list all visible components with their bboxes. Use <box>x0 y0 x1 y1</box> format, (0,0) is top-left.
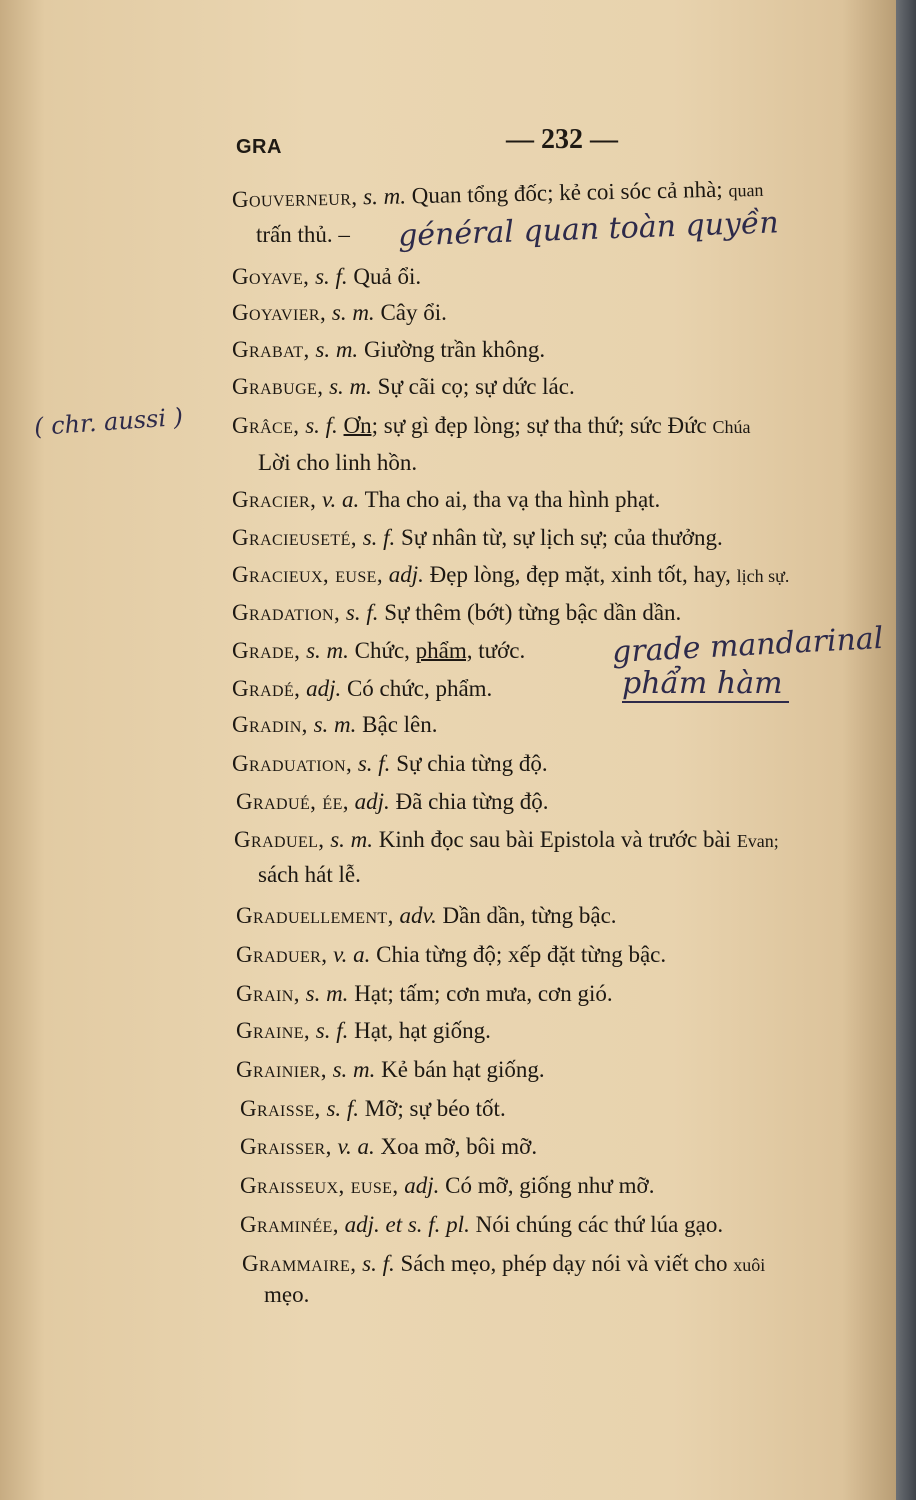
headword: Grâce, <box>232 413 300 438</box>
grammar-label: adj. <box>306 676 342 701</box>
headword: Gradé, <box>232 676 301 701</box>
gloss: Bậc lên. <box>362 712 438 737</box>
headword: Grammaire, <box>242 1251 357 1276</box>
book-edge <box>896 0 916 1500</box>
gloss: Nói chúng các thứ lúa gạo. <box>475 1212 724 1237</box>
grammar-label: s. m. <box>329 374 372 399</box>
grammar-label: s. f. <box>362 525 396 550</box>
grammar-label: s. m. <box>305 981 349 1006</box>
headword: Goyave, <box>232 264 310 289</box>
entry-gradation <box>232 594 681 632</box>
headword: Graduel, <box>234 827 325 852</box>
gloss-tail: lịch sự. <box>736 566 790 586</box>
gloss: Sự cãi cọ; sự dức lác. <box>377 374 575 399</box>
grammar-label: s. f. <box>315 1018 349 1043</box>
headword: Grade, <box>232 638 301 663</box>
headword: Gradation, <box>232 600 341 625</box>
handwritten-note-pham-ham: phẩm hàm <box>622 666 789 703</box>
grammar-label: s. f. <box>315 264 348 289</box>
entry-graduel <box>234 821 779 860</box>
grammar-label: adj. et s. f. pl. <box>344 1212 470 1237</box>
gloss: Dần dần, từng bậc. <box>442 903 617 928</box>
grammar-label: s. f. <box>326 1096 360 1121</box>
gloss: Sự chia từng độ. <box>396 751 548 776</box>
grammar-label: s. f. <box>305 413 338 438</box>
grammar-label: s. m. <box>362 183 407 210</box>
running-head: GRA <box>236 136 282 158</box>
grammar-label: v. a. <box>333 942 371 967</box>
entry-grain <box>236 975 613 1013</box>
entry-continuation: Lời cho linh hồn. <box>258 450 418 475</box>
handwritten-note-general: général quan toàn quyền <box>397 205 780 254</box>
gloss: Có chức, phẩm. <box>346 676 493 701</box>
grammar-label: s. m. <box>332 1057 376 1082</box>
grammar-label: s. f. <box>357 751 391 776</box>
gloss-tail: Chúa <box>712 417 751 437</box>
headword: Gracieuseté, <box>232 525 357 550</box>
gloss: Sách mẹo, phép dạy nói và viết cho <box>400 1251 728 1276</box>
headword: Grainier, <box>236 1057 327 1082</box>
page-number: — 232 — <box>506 124 618 155</box>
entry-continuation: mẹo. <box>264 1282 310 1307</box>
grammar-label: adj. <box>404 1173 440 1198</box>
gloss: Xoa mỡ, bôi mỡ. <box>380 1134 538 1159</box>
headword: Gracier, <box>232 487 317 512</box>
entry-grammaire <box>242 1245 765 1284</box>
gloss: Chức, <box>354 638 410 663</box>
gloss: Có mỡ, giống như mỡ. <box>445 1173 655 1198</box>
gloss: sự gì đẹp lòng; sự tha thứ; sức Đức <box>383 413 707 438</box>
entry-graisseux <box>240 1167 654 1205</box>
grammar-label: adj. <box>388 562 424 587</box>
entry-graine <box>236 1012 491 1050</box>
entry-graduer <box>236 936 666 974</box>
headword: Grabuge, <box>232 374 324 399</box>
entry-graisser <box>240 1128 537 1166</box>
gloss: Kinh đọc sau bài Epistola và trước bài <box>378 827 732 852</box>
entry-grainier <box>236 1051 545 1089</box>
gloss: Giường trần không. <box>363 337 546 362</box>
entry-gracieusete <box>232 519 723 557</box>
entry-continuation: sách hát lễ. <box>258 862 361 887</box>
headword: Gradin, <box>232 712 308 737</box>
headword: Graduation, <box>232 751 353 776</box>
grammar-label: s. m. <box>331 300 375 325</box>
entry-goyavier <box>232 294 447 332</box>
grammar-label: s. m. <box>330 827 374 852</box>
entry-goyave <box>232 258 421 296</box>
grammar-label: adj. <box>354 789 390 814</box>
headword: Goyavier, <box>232 300 327 325</box>
gloss: Sự nhân từ, sự lịch sự; của thưởng. <box>401 525 723 550</box>
entry-grabat <box>232 331 545 369</box>
gloss: Chia từng độ; xếp đặt từng bậc. <box>376 942 667 967</box>
headword: Gradué, ée, <box>236 789 349 814</box>
entry-grade <box>232 632 525 670</box>
gloss: Cây ổi. <box>380 300 447 325</box>
grammar-label: s. m. <box>306 638 349 663</box>
headword: Graisse, <box>240 1096 321 1121</box>
grammar-label: v. a. <box>321 487 360 512</box>
headword: Grabat, <box>232 337 310 362</box>
headword: Gracieux, euse, <box>232 562 383 587</box>
grammar-label: adv. <box>399 903 437 928</box>
grammar-label: s. m. <box>313 712 357 737</box>
entry-gradin <box>232 706 438 744</box>
entry-gradue <box>236 783 549 821</box>
gloss: Mỡ; sự béo tốt. <box>364 1096 506 1121</box>
gloss-tail: Evan; <box>736 831 779 851</box>
gloss: Sự thêm (bớt) từng bậc dần dần. <box>384 600 682 625</box>
headword: Grain, <box>236 981 300 1006</box>
gloss-underlined: phẩm, <box>415 638 473 663</box>
gloss: Quan tổng đốc; kẻ coi sóc cả nhà; <box>411 176 723 209</box>
gloss: Hạt; tấm; cơn mưa, cơn gió. <box>354 981 613 1006</box>
headword: Graminée, <box>240 1212 339 1237</box>
gloss-tail: xuôi <box>733 1255 766 1275</box>
gloss: Hạt, hạt giống. <box>354 1018 491 1043</box>
entry-graminee <box>240 1206 723 1244</box>
entry-graisse <box>240 1090 506 1128</box>
entry-continuation: trấn thủ. – <box>256 222 350 247</box>
headword: Graine, <box>236 1018 311 1043</box>
entry-gracier <box>232 481 660 519</box>
gloss-tail: quan <box>728 179 764 201</box>
gloss: Đẹp lòng, đẹp mặt, xinh tốt, hay, <box>429 562 731 587</box>
grammar-label: s. m. <box>315 337 359 362</box>
headword: Gouverneur, <box>231 184 358 212</box>
entry-grabuge <box>232 368 575 406</box>
headword: Graduer, <box>236 942 328 967</box>
entry-graduellement <box>236 897 617 935</box>
gloss: Kẻ bán hạt giống. <box>381 1057 545 1082</box>
gloss: tước. <box>478 638 526 663</box>
grammar-label: v. a. <box>337 1134 375 1159</box>
gloss-underlined: Ơn; <box>343 413 379 438</box>
gloss: Quả ổi. <box>353 264 422 289</box>
headword: Graisser, <box>240 1134 332 1159</box>
gloss: Tha cho ai, tha vạ tha hình phạt. <box>364 487 661 512</box>
entry-grade-adj <box>232 670 492 708</box>
entry-grace <box>232 407 751 446</box>
entry-graduation <box>232 745 548 783</box>
grammar-label: s. f. <box>345 600 379 625</box>
headword: Graduellement, <box>236 903 394 928</box>
handwritten-note-grade: grade mandarinal <box>611 620 885 671</box>
handwritten-margin-note: ( chr. aussi ) <box>33 402 184 442</box>
entry-gracieux <box>232 556 789 595</box>
gloss: Đã chia từng độ. <box>395 789 549 814</box>
grammar-label: s. f. <box>362 1251 395 1276</box>
headword: Graisseux, euse, <box>240 1173 399 1198</box>
